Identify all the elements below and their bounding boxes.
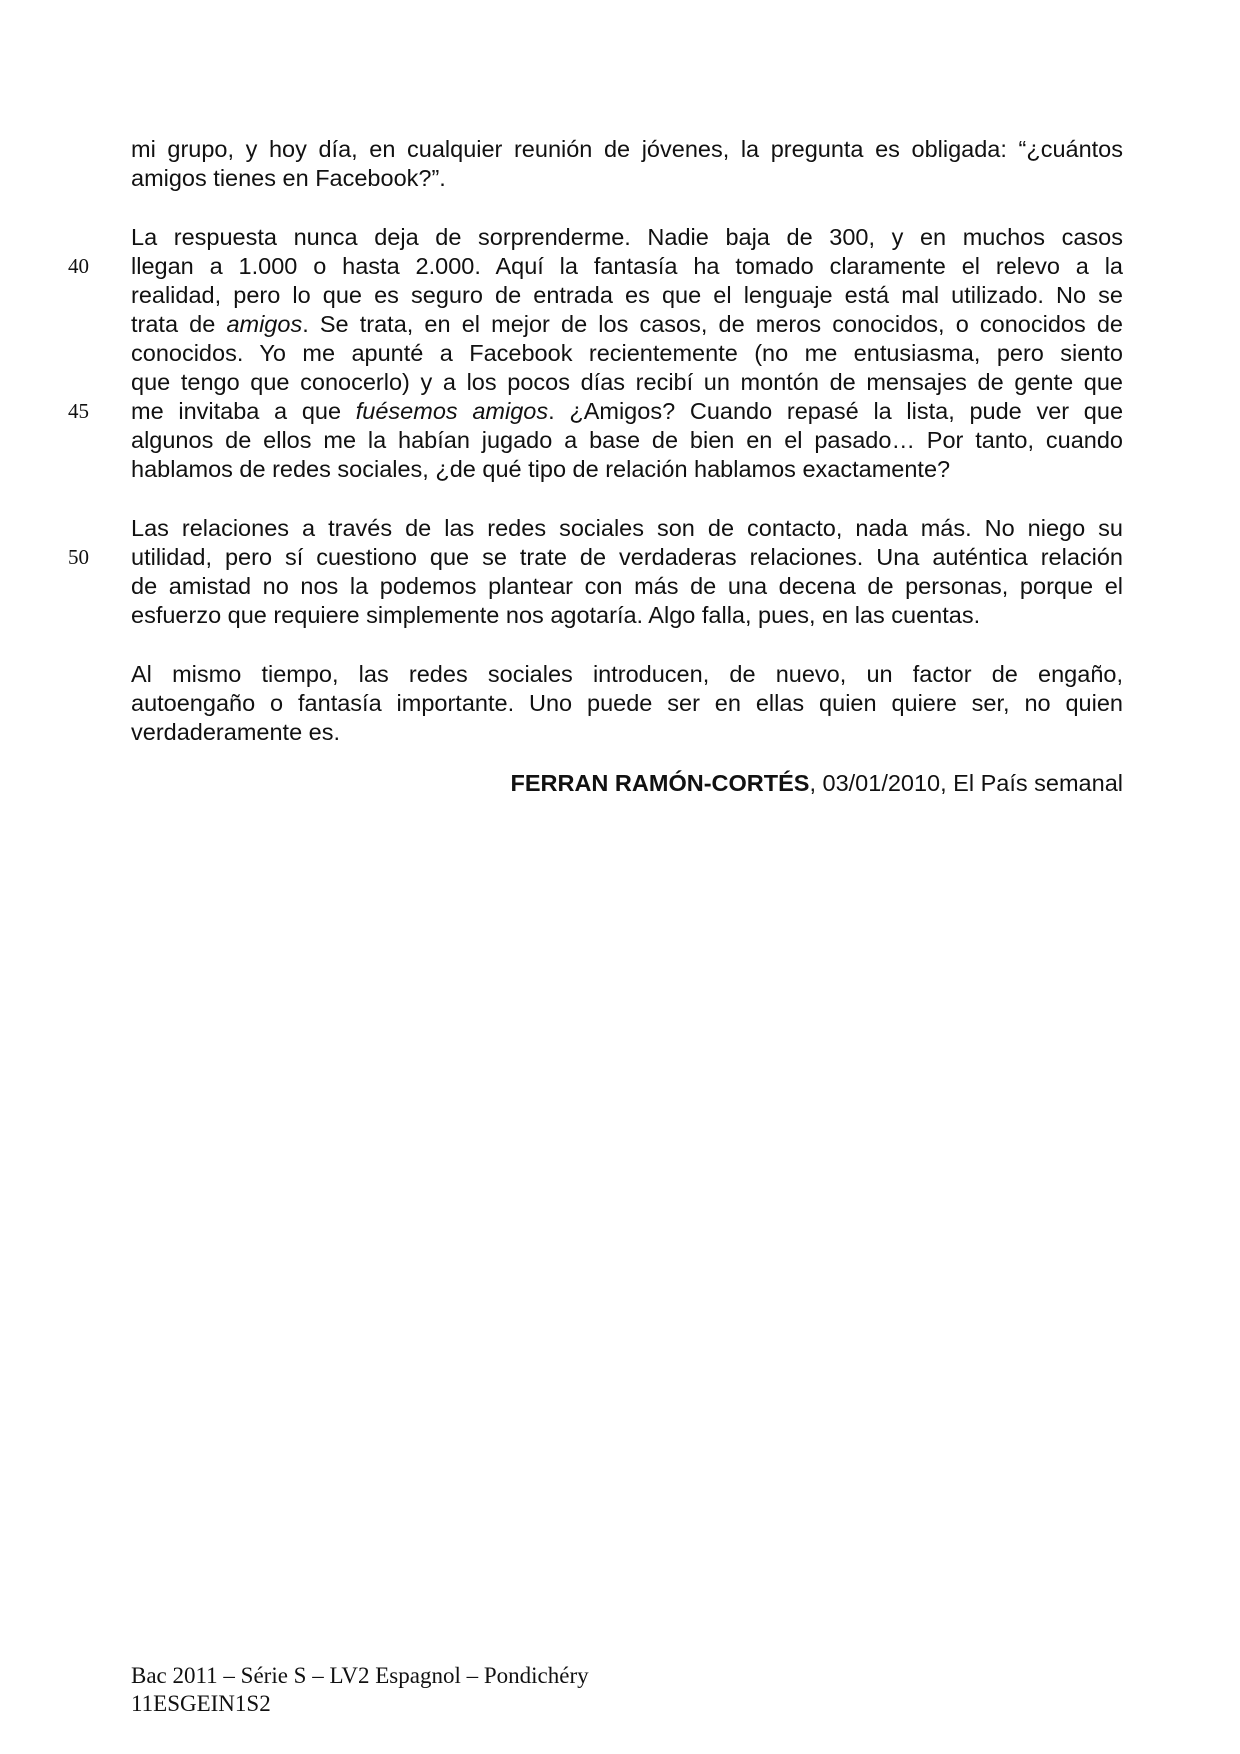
text-segment: amigos tienes en Facebook?”.: [131, 165, 446, 191]
text-line: [131, 135, 1123, 164]
line-number-40: 40: [68, 254, 89, 278]
line-number-45: 45: [68, 399, 89, 423]
source-details: , 03/01/2010, El País semanal: [809, 770, 1123, 796]
text-segment: de amistad no nos la podemos plantear con más de una decena de personas, porque el: [131, 573, 1123, 599]
text-segment: . ¿Amigos? Cuando repasé la lista, pude ver que: [548, 398, 1124, 424]
text-line: [131, 601, 1123, 630]
text-segment: trata de: [131, 311, 227, 337]
article-body: [131, 135, 1123, 747]
text-line: [131, 689, 1123, 718]
text-line: [131, 223, 1123, 252]
text-line: [131, 543, 1123, 572]
text-segment: Al mismo tiempo, las redes sociales introducen, de nuevo, un factor de engaño,: [131, 661, 1123, 687]
attribution: [510, 769, 1123, 798]
text-segment: esfuerzo que requiere simplemente nos agotaría. Algo falla, pues, en las cuentas.: [131, 602, 981, 628]
paragraph-gap: [131, 193, 1123, 223]
text-segment: realidad, pero lo que es seguro de entrada es que el lenguaje está mal utilizado. No se: [131, 282, 1123, 308]
paragraph-gap: [131, 630, 1123, 660]
text-line: [131, 339, 1123, 368]
text-line: [131, 514, 1123, 543]
text-line: [131, 310, 1123, 339]
italic-text: amigos: [226, 311, 303, 337]
line-number-50: 50: [68, 545, 89, 569]
text-line: [131, 281, 1123, 310]
text-line: [131, 572, 1123, 601]
text-line: [131, 426, 1123, 455]
text-line: [131, 718, 1123, 747]
paragraph: [131, 223, 1123, 484]
text-segment: . Se trata, en el mejor de los casos, de meros conocidos, o conocidos de: [302, 311, 1123, 337]
italic-text: fuésemos amigos: [355, 398, 549, 424]
text-segment: Las relaciones a través de las redes sociales son de contacto, nada más. No niego su: [131, 515, 1123, 541]
text-line: [131, 164, 1123, 193]
author-name: FERRAN RAMÓN-CORTÉS: [510, 770, 810, 796]
text-segment: hablamos de redes sociales, ¿de qué tipo de relación hablamos exactamente?: [131, 456, 951, 482]
text-segment: me invitaba a que: [131, 398, 356, 424]
paragraph: [131, 135, 1123, 193]
text-segment: que tengo que conocerlo) y a los pocos días recibí un montón de mensajes de gente que: [131, 369, 1123, 395]
text-segment: utilidad, pero sí cuestiono que se trate de verdaderas relaciones. Una auténtica relación: [131, 544, 1123, 570]
footer-exam-title: Bac 2011 – Série S – LV2 Espagnol – Pondichéry: [131, 1663, 589, 1688]
text-segment: mi grupo, y hoy día, en cualquier reunión de jóvenes, la pregunta es obligada: “¿cuántos: [131, 136, 1123, 162]
paragraph: [131, 660, 1123, 747]
paragraph-gap: [131, 484, 1123, 514]
text-line: [131, 368, 1123, 397]
text-line: [131, 397, 1123, 426]
paragraph: [131, 514, 1123, 630]
text-segment: La respuesta nunca deja de sorprenderme. Nadie baja de 300, y en muchos casos: [131, 224, 1123, 250]
footer-exam-code: 11ESGEIN1S2: [131, 1691, 271, 1716]
page-footer: [131, 1662, 589, 1718]
text-segment: verdaderamente es.: [131, 719, 341, 745]
text-line: [131, 455, 1123, 484]
text-line: [131, 660, 1123, 689]
text-segment: llegan a 1.000 o hasta 2.000. Aquí la fantasía ha tomado claramente el relevo a la: [131, 253, 1123, 279]
text-line: [131, 252, 1123, 281]
text-segment: algunos de ellos me la habían jugado a base de bien en el pasado… Por tanto, cuando: [131, 427, 1123, 453]
text-segment: conocidos. Yo me apunté a Facebook recientemente (no me entusiasma, pero siento: [131, 340, 1123, 366]
text-segment: autoengaño o fantasía importante. Uno puede ser en ellas quien quiere ser, no quien: [131, 690, 1123, 716]
